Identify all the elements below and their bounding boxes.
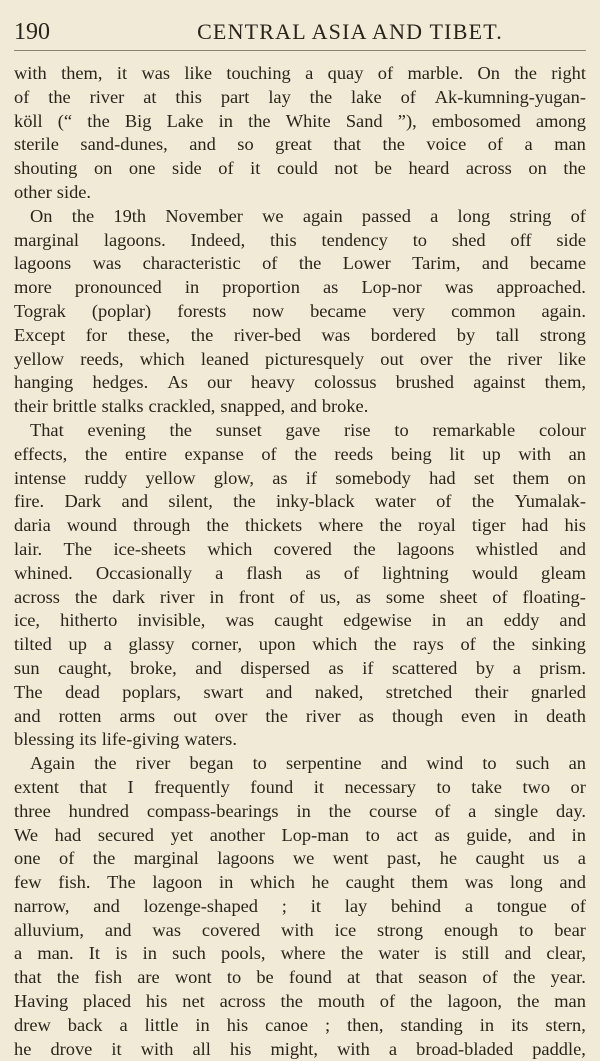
text-line: drew back a little in his canoe ; then, standing in its stern,	[14, 1014, 586, 1035]
running-title: CENTRAL ASIA AND TIBET.	[197, 19, 503, 44]
text-line: hanging hedges. As our heavy colossus brushed against them,	[14, 372, 586, 393]
text-line: yellow reeds, which leaned picturesquely out over the river like	[14, 348, 586, 369]
text-line: three hundred compass-bearings in the course of a single day.	[14, 800, 586, 821]
text-line: with them, it was like touching a quay of marble. On the right	[14, 63, 586, 83]
text-line: We had secured yet another Lop-man to act as guide, and in	[14, 824, 586, 845]
text-line: their brittle stalks crackled, snapped, and broke.	[14, 396, 369, 417]
text-line: lair. The ice-sheets which covered the lagoons whistled and	[14, 538, 586, 559]
text-line: whined. Occasionally a flash as of lightning would gleam	[14, 562, 586, 583]
text-line: Except for these, the river-bed was bordered by tall strong	[14, 324, 586, 345]
running-head	[14, 14, 586, 51]
text-line: across the dark river in front of us, as some sheet of floating-	[14, 586, 586, 607]
text-line: other side.	[14, 181, 92, 202]
text-line: one of the marginal lagoons we went past, he caught us a	[14, 848, 586, 869]
body-text	[14, 62, 586, 1061]
text-line: marginal lagoons. Indeed, this tendency to shed off side	[14, 229, 586, 250]
text-line: intense ruddy yellow glow, as if somebody had set them on	[14, 467, 586, 488]
text-line: That evening the sunset gave rise to remarkable colour	[30, 419, 586, 440]
text-line: daria wound through the thickets where the royal tiger had his	[14, 515, 586, 536]
text-line: extent that I frequently found it necessary to take two or	[14, 776, 586, 797]
text-line: effects, the entire expanse of the reeds being lit up with an	[14, 443, 586, 464]
text-line: few fish. The lagoon in which he caught them was long and	[14, 872, 586, 893]
text-line: ice, hitherto invisible, was caught edgewise in an eddy and	[14, 610, 586, 631]
text-line: tilted up a glassy corner, upon which the rays of the sinking	[14, 634, 586, 655]
text-line: alluvium, and was covered with ice strong enough to bear	[14, 919, 586, 940]
text-line: lagoons was characteristic of the Lower Tarim, and became	[14, 253, 586, 274]
text-line: Again the river began to serpentine and wind to such an	[30, 753, 586, 774]
text-line: The dead poplars, swart and naked, stretched their gnarled	[14, 681, 586, 702]
page-number: 190	[14, 19, 50, 45]
text-line: more pronounced in proportion as Lop-nor was approached.	[14, 277, 586, 298]
text-line: he drove it with all his might, with a broad-bladed paddle,	[14, 1038, 586, 1059]
text-line: Tograk (poplar) forests now became very common again.	[14, 300, 586, 321]
text-line: Having placed his net across the mouth of the lagoon, the man	[14, 991, 586, 1012]
text-line: sterile sand-dunes, and so great that the voice of a man	[14, 134, 586, 155]
text-line: On the 19th November we again passed a long string of	[30, 205, 586, 226]
text-line: sun caught, broke, and dispersed as if scattered by a prism.	[14, 657, 586, 678]
text-line: köll (“ the Big Lake in the White Sand ”), embosomed among	[14, 110, 586, 131]
text-line: fire. Dark and silent, the inky-black water of the Yumalak-	[14, 491, 586, 512]
text-line: narrow, and lozenge-shaped ; it lay behind a tongue of	[14, 895, 586, 916]
text-line: of the river at this part lay the lake of Ak-kumning-yugan-	[14, 86, 586, 107]
text-line: and rotten arms out over the river as though even in death	[14, 705, 586, 726]
text-line: that the fish are wont to be found at that season of the year.	[14, 967, 586, 988]
text-line: blessing its life-giving waters.	[14, 729, 237, 750]
text-line: shouting on one side of it could not be heard across on the	[14, 158, 586, 179]
text-line: a man. It is in such pools, where the water is still and clear,	[14, 943, 586, 964]
